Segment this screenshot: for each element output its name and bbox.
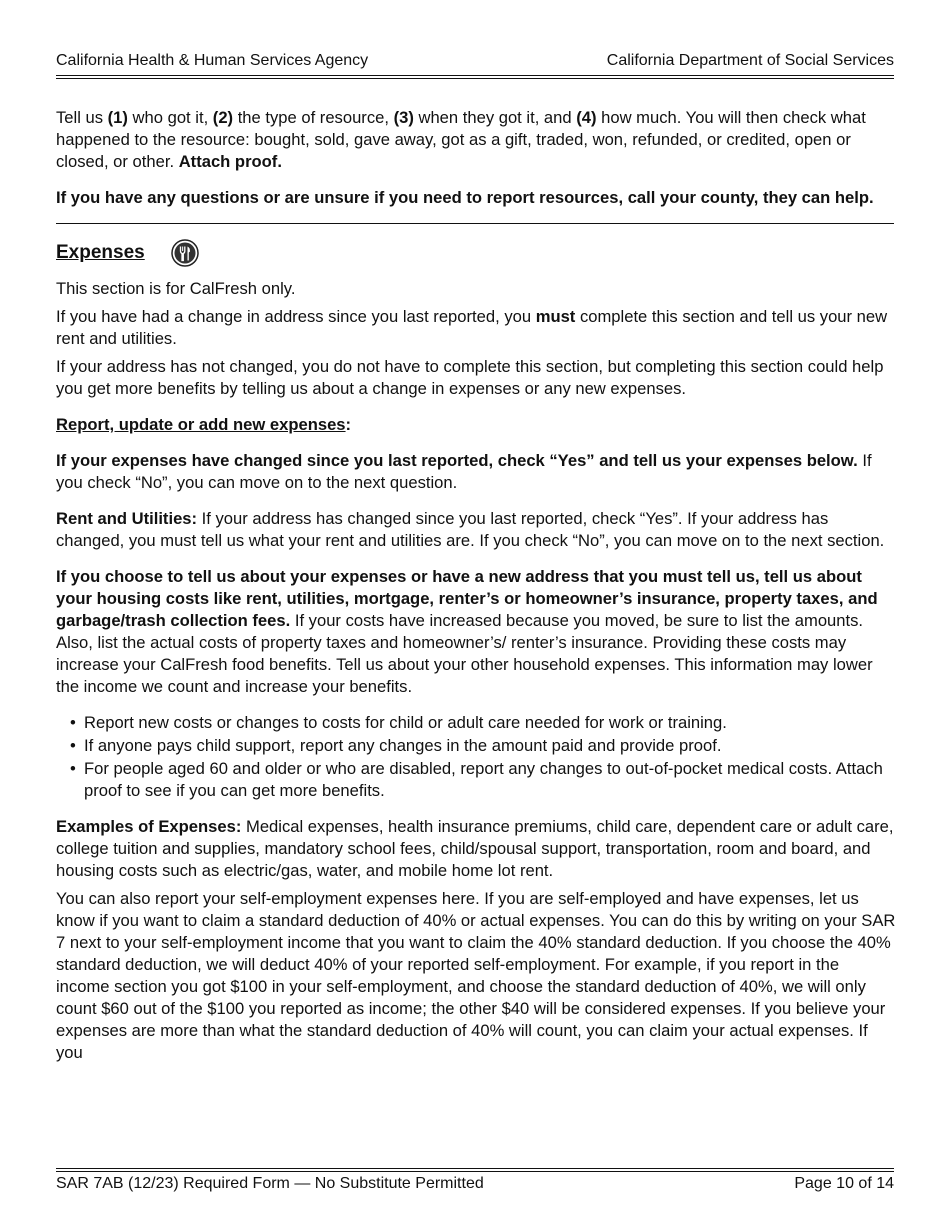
expense-bullets xyxy=(56,712,896,802)
address-same-paragraph: If your address has not changed, you do not have to complete this section, but completing this section could help you get more benefits by telling us about a change in expenses or any new expenses. xyxy=(56,357,884,398)
section-divider xyxy=(56,223,894,224)
rent-utilities-paragraph: Rent and Utilities: If your address has changed since you last reported, check “Yes”. If your address has changed, you must tell us what your rent and utilities are. If you check “No”, you can move on to the next section. xyxy=(56,509,885,550)
page-number: Page 10 of 14 xyxy=(794,1175,894,1192)
intro-questions-paragraph: If you have any questions or are unsure if you need to report resources, call your county, they can help. xyxy=(56,188,874,207)
page-header xyxy=(56,52,894,70)
fork-knife-icon xyxy=(171,239,199,267)
list-item: • If anyone pays child support, report any changes in the amount paid and provide proof. xyxy=(56,735,896,757)
self-employment-paragraph: You can also report your self-employment expenses here. If you are self-employed and have expenses, let us know if you want to claim a standard deduction of 40% or actual expenses. You can do this by writing on your SAR 7 next to your self-employment income that you want to claim the 40% standard deduction. If you choose the 40% standard deduction, we will deduct 40% of your reported self-employment. For example, if you report in the income section you got $100 in your self-employment, and choose the standard deduction of 40%, we will only count $60 out of the $100 you reported as income; the other $40 will be considered expenses. If you believe your expenses are more than what the standard deduction of 40% will count, you can claim your actual expenses. If you xyxy=(56,889,896,1062)
header-rule xyxy=(56,78,894,79)
footer-rule xyxy=(56,1171,894,1172)
form-id: SAR 7AB (12/23) Required Form — No Substitute Permitted xyxy=(56,1175,484,1192)
list-item: • Report new costs or changes to costs for child or adult care needed for work or training. xyxy=(56,712,896,734)
housing-costs-paragraph: If you choose to tell us about your expenses or have a new address that you must tell us, tell us about your housing costs like rent, utilities, mortgage, renter’s or homeowner’s insurance, property taxes, and garbage/trash collection fees. If your costs have increased because you moved, be sure to list the amounts. Also, list the actual costs of property taxes and homeowner’s/ renter’s insurance. Providing these costs may increase your CalFresh food benefits. Tell us about your other household expenses. This information may lower the income we count and increase your benefits. xyxy=(56,567,878,696)
expenses-changed-paragraph: If your expenses have changed since you last reported, check “Yes” and tell us your expenses below. If you check “No”, you can move on to the next question. xyxy=(56,451,872,492)
page-footer xyxy=(56,1175,894,1193)
footer-rule xyxy=(56,1168,894,1169)
header-agency: California Health & Human Services Agency xyxy=(56,52,369,69)
section-title: Expenses xyxy=(56,242,145,263)
expenses-heading xyxy=(56,238,896,268)
page-content xyxy=(56,107,896,1078)
list-item: • For people aged 60 and older or who are disabled, report any changes to out-of-pocket medical costs. Attach proof to see if you can get more benefits. xyxy=(56,758,896,802)
calfresh-note: This section is for CalFresh only. xyxy=(56,279,296,298)
intro-paragraph: Tell us (1) who got it, (2) the type of resource, (3) when they got it, and (4) how much. You will then check what happened to the resource: bought, sold, gave away, got as a gift, traded, won, refunded, or credited, open or closed, or other. Attach proof. xyxy=(56,108,866,171)
header-rule xyxy=(56,75,894,76)
report-subheading: Report, update or add new expenses: xyxy=(56,415,352,434)
header-department: California Department of Social Services xyxy=(606,52,894,69)
examples-paragraph: Examples of Expenses: Medical expenses, health insurance premiums, child care, dependent care or adult care, college tuition and supplies, mandatory school fees, child/spousal support, transportation, room and board, and housing costs such as electric/gas, water, and mobile home lot rent. xyxy=(56,817,894,880)
address-changed-paragraph: If you have had a change in address since you last reported, you must complete this section and tell us your new rent and utilities. xyxy=(56,307,888,348)
